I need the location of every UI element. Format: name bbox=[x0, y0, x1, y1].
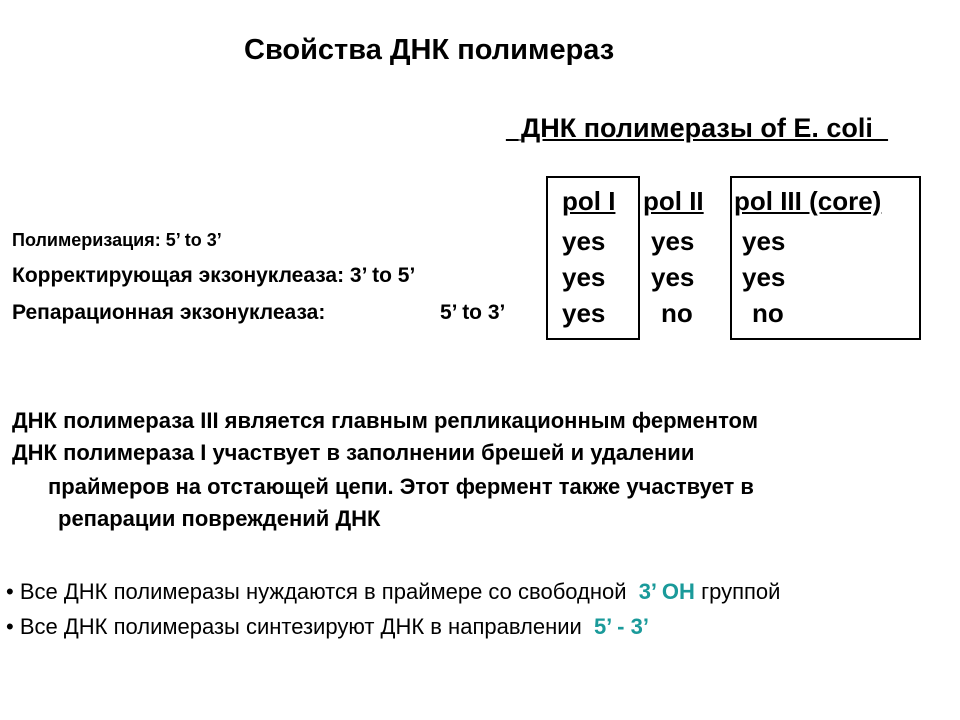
table-group-header: _ДНК полимеразы of E. coli_ bbox=[506, 113, 888, 143]
cell-r1-pol-ii: yes bbox=[651, 226, 695, 256]
column-header-pol-i: pol I bbox=[562, 186, 616, 216]
row-label-polymerization: Полимеризация: 5’ to 3’ bbox=[12, 230, 222, 250]
bullet-1-highlight: 3’ OH bbox=[638, 579, 695, 604]
cell-r1-pol-iii: yes bbox=[742, 226, 786, 256]
bullet-dot: • bbox=[6, 614, 14, 639]
paragraph-line-2: ДНК полимераза I участвует в заполнении брешей и удалении bbox=[12, 440, 695, 465]
cell-r3-pol-i: yes bbox=[562, 298, 606, 328]
bullet-dot: • bbox=[6, 579, 14, 604]
cell-r1-pol-i: yes bbox=[562, 226, 606, 256]
cell-r3-pol-ii: no bbox=[661, 298, 693, 328]
bullet-1-text: Все ДНК полимеразы нуждаются в праймере со свободной bbox=[19, 579, 627, 604]
column-header-pol-iii: pol III (core) bbox=[734, 186, 882, 216]
paragraph-line-3: праймеров на отстающей цепи. Этот фермент также участвует в bbox=[48, 474, 754, 499]
paragraph-line-1: ДНК полимераза III является главным репликационным ферментом bbox=[12, 408, 758, 433]
row-label-repair: Репарационная экзонуклеаза: bbox=[12, 301, 326, 324]
bullet-1-tail: группой bbox=[701, 579, 781, 604]
cell-r2-pol-ii: yes bbox=[651, 262, 695, 292]
cell-r2-pol-iii: yes bbox=[742, 262, 786, 292]
bullet-2 bbox=[6, 614, 649, 640]
bullet-2-text: Все ДНК полимеразы синтезируют ДНК в направлении bbox=[19, 614, 582, 639]
paragraph-line-4: репарации повреждений ДНК bbox=[58, 506, 381, 531]
cell-r3-pol-iii: no bbox=[752, 298, 784, 328]
row-label-repair-direction: 5’ to 3’ bbox=[440, 301, 506, 324]
bullet-1 bbox=[6, 579, 780, 605]
column-header-pol-ii: pol II bbox=[643, 186, 704, 216]
cell-r2-pol-i: yes bbox=[562, 262, 606, 292]
row-label-proofreading: Корректирующая экзонуклеаза: 3’ to 5’ bbox=[12, 264, 416, 287]
page-title: Свойства ДНК полимераз bbox=[244, 34, 615, 66]
bullet-2-highlight: 5’ - 3’ bbox=[593, 614, 649, 639]
